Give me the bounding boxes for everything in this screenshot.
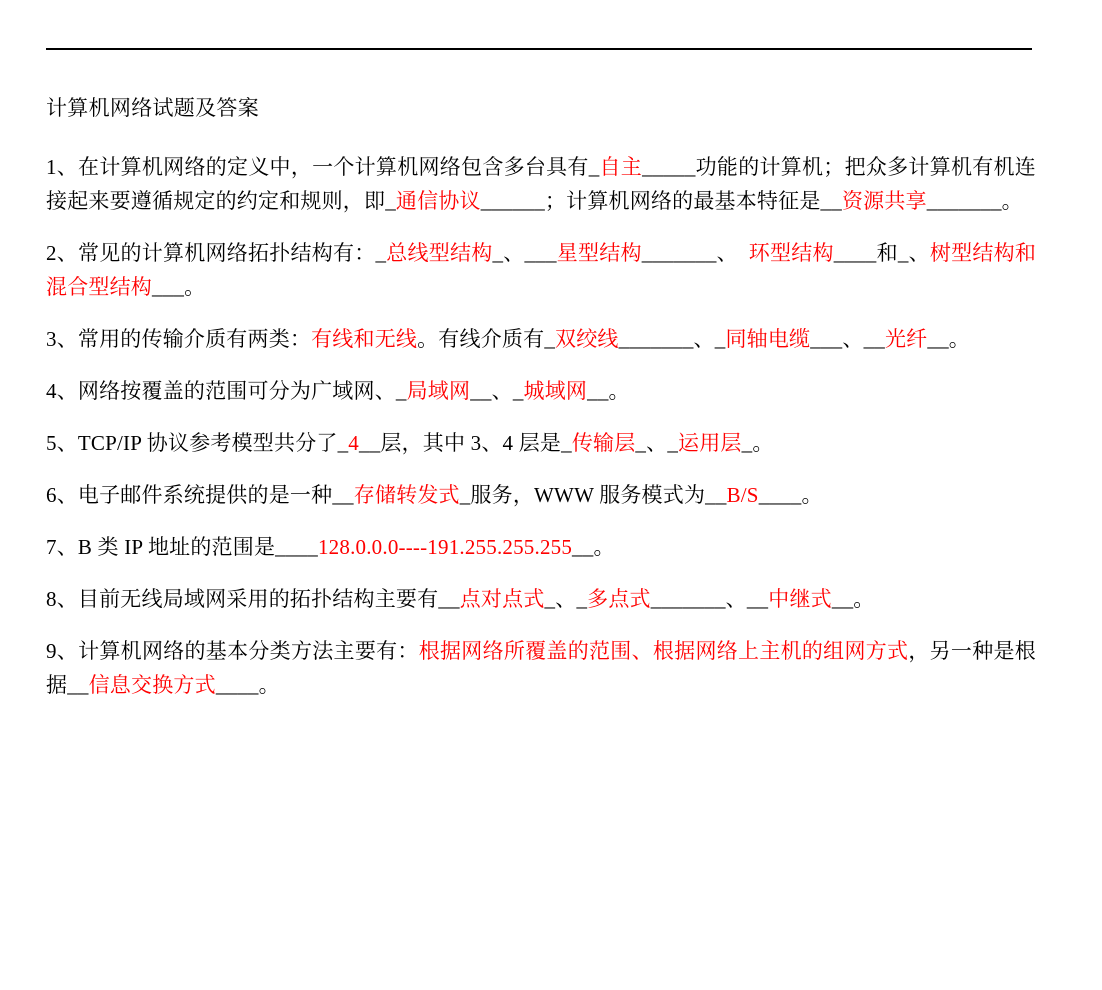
blank-underscores: ____ (758, 483, 802, 507)
question-text: 。 (752, 431, 774, 455)
blank-underscores: ____ (275, 535, 318, 559)
blank-underscores: _____ (642, 155, 696, 179)
blank-underscores: _______ (618, 327, 694, 351)
question-text: 8、目前无线局域网采用的拓扑结构主要有 (46, 587, 439, 611)
blank-underscores: __ (927, 327, 949, 351)
answer-text: 同轴电缆 (725, 327, 811, 351)
question-text: 、 (716, 241, 728, 265)
answer-text: 有线和无线 (311, 327, 418, 351)
blank-underscores: __ (470, 379, 492, 403)
blank-underscores: _______ (641, 241, 717, 265)
question-text: 9、计算机网络的基本分类方法主要有： (46, 639, 419, 663)
blank-underscores: _ (375, 241, 387, 265)
document-body (46, 93, 1036, 720)
question-text: 3、常用的传输介质有两类： (46, 327, 312, 351)
question-text: 。有线介质有 (417, 327, 545, 351)
blank-underscores: _ (459, 483, 471, 507)
answer-text: 环型结构 (727, 241, 834, 265)
question-paragraph (46, 426, 1036, 460)
blank-underscores: ___ (810, 327, 843, 351)
answer-text: 点对点式 (459, 587, 545, 611)
answer-text: 局域网 (406, 379, 471, 403)
blank-underscores: __ (863, 327, 885, 351)
question-text: 。 (184, 275, 206, 299)
question-text: 。 (593, 535, 615, 559)
question-paragraph (46, 530, 1036, 564)
answer-text: 城域网 (523, 379, 588, 403)
blank-underscores: __ (359, 431, 381, 455)
question-text: 服务，WWW 服务模式为 (470, 483, 706, 507)
question-text: 6、电子邮件系统提供的是一种 (46, 483, 333, 507)
answer-text: 多点式 (587, 587, 651, 611)
blank-underscores: _______ (650, 587, 726, 611)
question-text: 层，其中 3、4 层是 (380, 431, 562, 455)
question-text: ，另一种是根据 (46, 639, 1036, 697)
blank-underscores: ____ (215, 673, 259, 697)
blank-underscores: __ (831, 587, 854, 611)
question-text: 。 (948, 327, 970, 351)
question-text: 、 (491, 379, 513, 403)
question-paragraph (46, 634, 1036, 702)
blank-underscores: __ (332, 483, 354, 507)
blank-underscores: __ (705, 483, 727, 507)
blank-underscores: _ (897, 241, 909, 265)
blank-underscores: __ (746, 587, 769, 611)
blank-underscores: _ (492, 241, 504, 265)
question-text: 1、在计算机网络的定义中，一个计算机网络包含多台具有 (46, 155, 589, 179)
question-text: 。 (801, 483, 823, 507)
answer-text: 128.0.0.0----191.255.255.255 (317, 535, 573, 559)
question-paragraph (46, 322, 1036, 356)
answer-text: B/S (726, 483, 759, 507)
blank-underscores: _ (667, 431, 679, 455)
answer-text: 运用层 (678, 431, 742, 455)
question-text: 、 (908, 241, 930, 265)
answer-text: 通信协议 (395, 189, 481, 213)
question-text: 、 (842, 327, 864, 351)
question-text: 4、网络按覆盖的范围可分为广域网、 (46, 379, 396, 403)
answer-text: 存储转发式 (353, 483, 460, 507)
question-text: 7、B 类 IP 地址的范围是 (46, 535, 276, 559)
question-text: 、 (503, 241, 525, 265)
answer-text: 传输层 (571, 431, 636, 455)
answer-text: 自主 (599, 155, 643, 179)
header-rule (46, 48, 1032, 50)
question-text: ；计算机网络的最基本特征是 (544, 189, 821, 213)
blank-underscores: _ (576, 587, 588, 611)
question-text: 功能的计算机；把众多计算机有机连接起来要遵循规定的约定和规则，即 (46, 155, 1037, 213)
answer-text: 光纤 (884, 327, 928, 351)
blank-underscores: ___ (152, 275, 185, 299)
blank-underscores: ___ (524, 241, 557, 265)
blank-underscores: ______ (480, 189, 545, 213)
answer-text: 资源共享 (841, 189, 927, 213)
question-text: 。 (258, 673, 280, 697)
blank-underscores: _ (395, 379, 407, 403)
question-text: 2、常见的计算机网络拓扑结构有： (46, 241, 376, 265)
blank-underscores: __ (438, 587, 460, 611)
question-paragraph (46, 150, 1036, 218)
page-title: 计算机网络试题及答案 (46, 96, 259, 120)
answer-text: 星型结构 (556, 241, 642, 265)
question-text: 、 (555, 587, 577, 611)
answer-text: 4 (348, 431, 359, 455)
blank-underscores: __ (67, 673, 89, 697)
blank-underscores: __ (587, 379, 609, 403)
answer-text: 总线型结构 (386, 241, 493, 265)
question-text: 。 (608, 379, 630, 403)
blank-underscores: _ (385, 189, 396, 213)
blank-underscores: _ (741, 431, 753, 455)
question-text: 。 (1001, 189, 1023, 213)
blank-underscores: _ (544, 587, 556, 611)
blank-underscores: _ (561, 431, 572, 455)
question-paragraph (46, 478, 1036, 512)
blank-underscores: ____ (833, 241, 877, 265)
blank-underscores: _______ (926, 189, 1002, 213)
blank-underscores: __ (572, 535, 594, 559)
blank-underscores: _ (544, 327, 556, 351)
answer-text: 双绞线 (555, 327, 619, 351)
blank-underscores: _ (337, 431, 349, 455)
blank-underscores: __ (820, 189, 842, 213)
blank-underscores: _ (588, 155, 600, 179)
blank-underscores: _ (714, 327, 726, 351)
question-text: 、 (725, 587, 747, 611)
answer-text: 树型结构和混合型结构 (46, 241, 1037, 299)
answer-text: 根据网络所覆盖的范围、根据网络上主机的组网方式 (418, 639, 909, 663)
question-paragraph (46, 236, 1036, 304)
question-list (46, 150, 1036, 702)
question-text: 和 (876, 241, 898, 265)
answer-text: 信息交换方式 (88, 673, 216, 697)
question-text: 、 (693, 327, 715, 351)
question-paragraph (46, 374, 1036, 408)
question-text: 。 (853, 587, 875, 611)
question-paragraph (46, 582, 1036, 616)
blank-underscores: _ (635, 431, 647, 455)
answer-text: 中继式 (768, 587, 832, 611)
question-text: 5、TCP/IP 协议参考模型共分了 (46, 431, 338, 455)
question-text: 、 (646, 431, 668, 455)
blank-underscores: _ (512, 379, 524, 403)
